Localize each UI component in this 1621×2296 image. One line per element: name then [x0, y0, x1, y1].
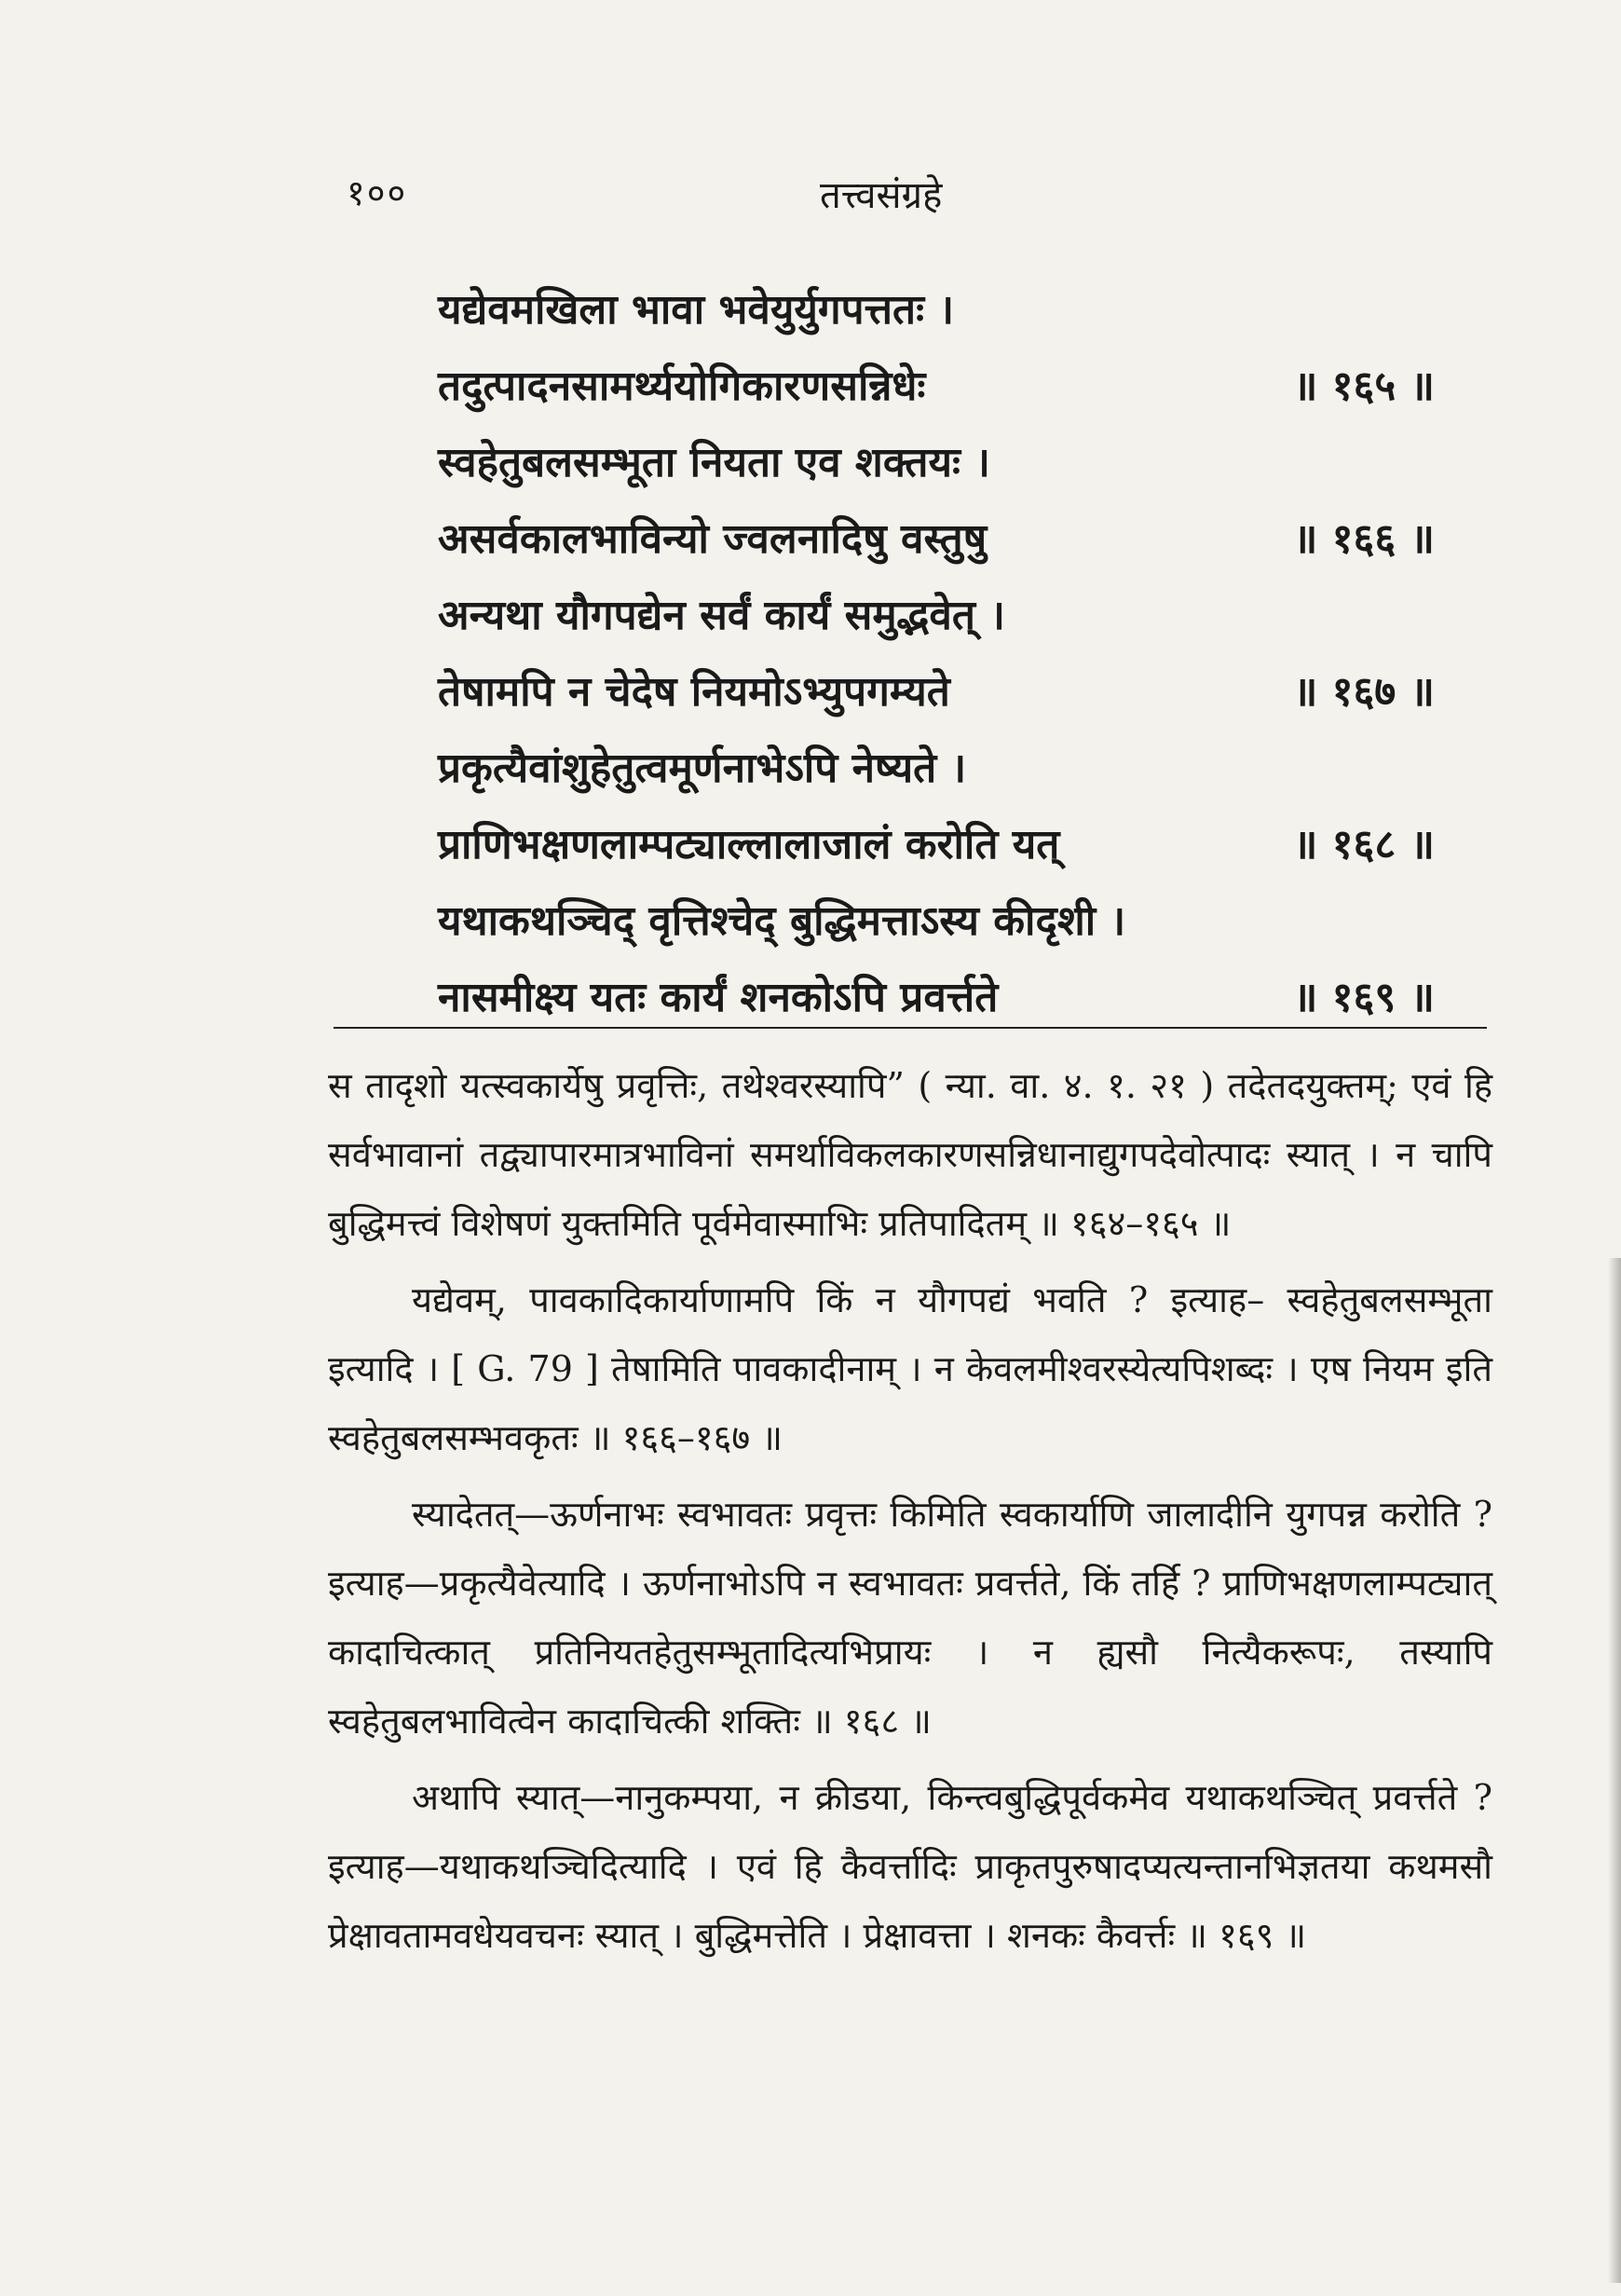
verse-number: ॥ १६८ ॥: [1293, 821, 1435, 868]
verse-line: [438, 967, 1435, 1044]
verse-text: प्रकृत्यैवांशुहेतुत्वमूर्णनाभेऽपि नेष्यते ।: [438, 745, 967, 792]
commentary-block: [328, 1051, 1492, 1977]
commentary-paragraph: स्यादेतत्—ऊर्णनाभः स्वभावतः प्रवृत्तः किमिति स्वकार्याणि जालादीनि युगपन्न करोति ? इत्याह—प्रकृत्यैवेत्यादि । ऊर्णनाभोऽपि न स्वभावतः प्रवर्त्तते, किं तर्हि ? प्राणिभक्षणलाम्पट्यात् कादाचित्कात् प्रतिनियतहेतुसम्भूतादित्यभिप्रायः । न ह्यसौ नित्यैकरूपः, तस्यापि स्वहेतुबलभावित्वेन कादाचित्की शक्तिः ॥ १६८ ॥: [328, 1494, 1492, 1742]
verse-text: प्राणिभक्षणलाम्पट्याल्लालाजालं करोति यत्: [438, 821, 1060, 868]
verse-line: [438, 280, 1435, 356]
verse-text: अन्यथा यौगपद्येन सर्वं कार्यं समुद्भवेत् ।: [438, 592, 1005, 639]
verse-line: [438, 662, 1435, 738]
verse-number: ॥ १६७ ॥: [1293, 668, 1435, 716]
verse-text: यद्येवमखिला भावा भवेयुर्युगपत्ततः ।: [438, 286, 955, 334]
commentary-paragraph: अथापि स्यात्—नानुकम्पया, न क्रीडया, किन्त्वबुद्धिपूर्वकमेव यथाकथञ्चित् प्रवर्त्तते ? इत्याह—यथाकथञ्चिदित्यादि । एवं हि कैवर्त्तादिः प्राकृतपुरुषादप्यत्यन्तानभिज्ञतया कथमसौ प्रेक्षावतामवधेयवचनः स्यात् । बुद्धिमत्तेति । प्रेक्षावत्ता । शनकः कैवर्त्तः ॥ १६९ ॥: [328, 1777, 1492, 1956]
commentary-paragraph: यद्येवम्, पावकादिकार्याणामपि किं न यौगपद्यं भवति ? इत्याह– स्वहेतुबलसम्भूता इत्यादि । [ G. 79 ] तेषामिति पावकादीनाम् । न केवलमीश्वरस्येत्यपिशब्दः । एष नियम इति स्वहेतुबलसम्भवकृतः ॥ १६६–१६७ ॥: [328, 1279, 1492, 1458]
verse-number: ॥ १६९ ॥: [1293, 974, 1435, 1021]
verse-line: [438, 432, 1435, 509]
verse-line: [438, 738, 1435, 814]
commentary-paragraph: स तादृशो यत्स्वकार्येषु प्रवृत्तिः, तथेश्वरस्यापि” ( न्या. वा. ४. १. २१ ) तदेतदयुक्तम्; एवं हि सर्वभावानां तद्व्यापारमात्रभाविनां समर्थाविकलकारणसन्निधानाद्युगपदेवोत्पादः स्यात् । न चापि बुद्धिमत्त्वं विशेषणं युक्तमिति पूर्वमेवास्माभिः प्रतिपादितम् ॥ १६४–१६५ ॥: [328, 1065, 1492, 1244]
verse-number: ॥ १६६ ॥: [1293, 515, 1435, 563]
verse-line: [438, 509, 1435, 585]
verse-text: तेषामपि न चेदेष नियमोऽभ्युपगम्यते: [438, 668, 950, 716]
divider-rule: [334, 1027, 1487, 1029]
verse-line: [438, 356, 1435, 432]
running-title: तत्त्वसंग्रहे: [820, 174, 943, 217]
verse-text: तदुत्पादनसामर्थ्ययोगिकारणसन्निधेः: [438, 362, 926, 410]
page-edge-shadow: [1608, 1258, 1621, 2283]
verse-block: [438, 280, 1435, 1044]
verse-number: ॥ १६५ ॥: [1293, 362, 1435, 410]
verse-text: यथाकथञ्चिद् वृत्तिश्चेद् बुद्धिमत्ताऽस्य कीदृशी ।: [438, 897, 1126, 945]
verse-text: स्वहेतुबलसम्भूता नियता एव शक्तयः ।: [438, 439, 990, 486]
verse-line: [438, 585, 1435, 662]
verse-text: नासमीक्ष्य यतः कार्यं शनकोऽपि प्रवर्त्तते: [438, 974, 999, 1021]
verse-text: असर्वकालभाविन्यो ज्वलनादिषु वस्तुषु: [438, 515, 988, 563]
verse-line: [438, 891, 1435, 967]
page-number: १००: [347, 172, 408, 213]
verse-line: [438, 814, 1435, 891]
